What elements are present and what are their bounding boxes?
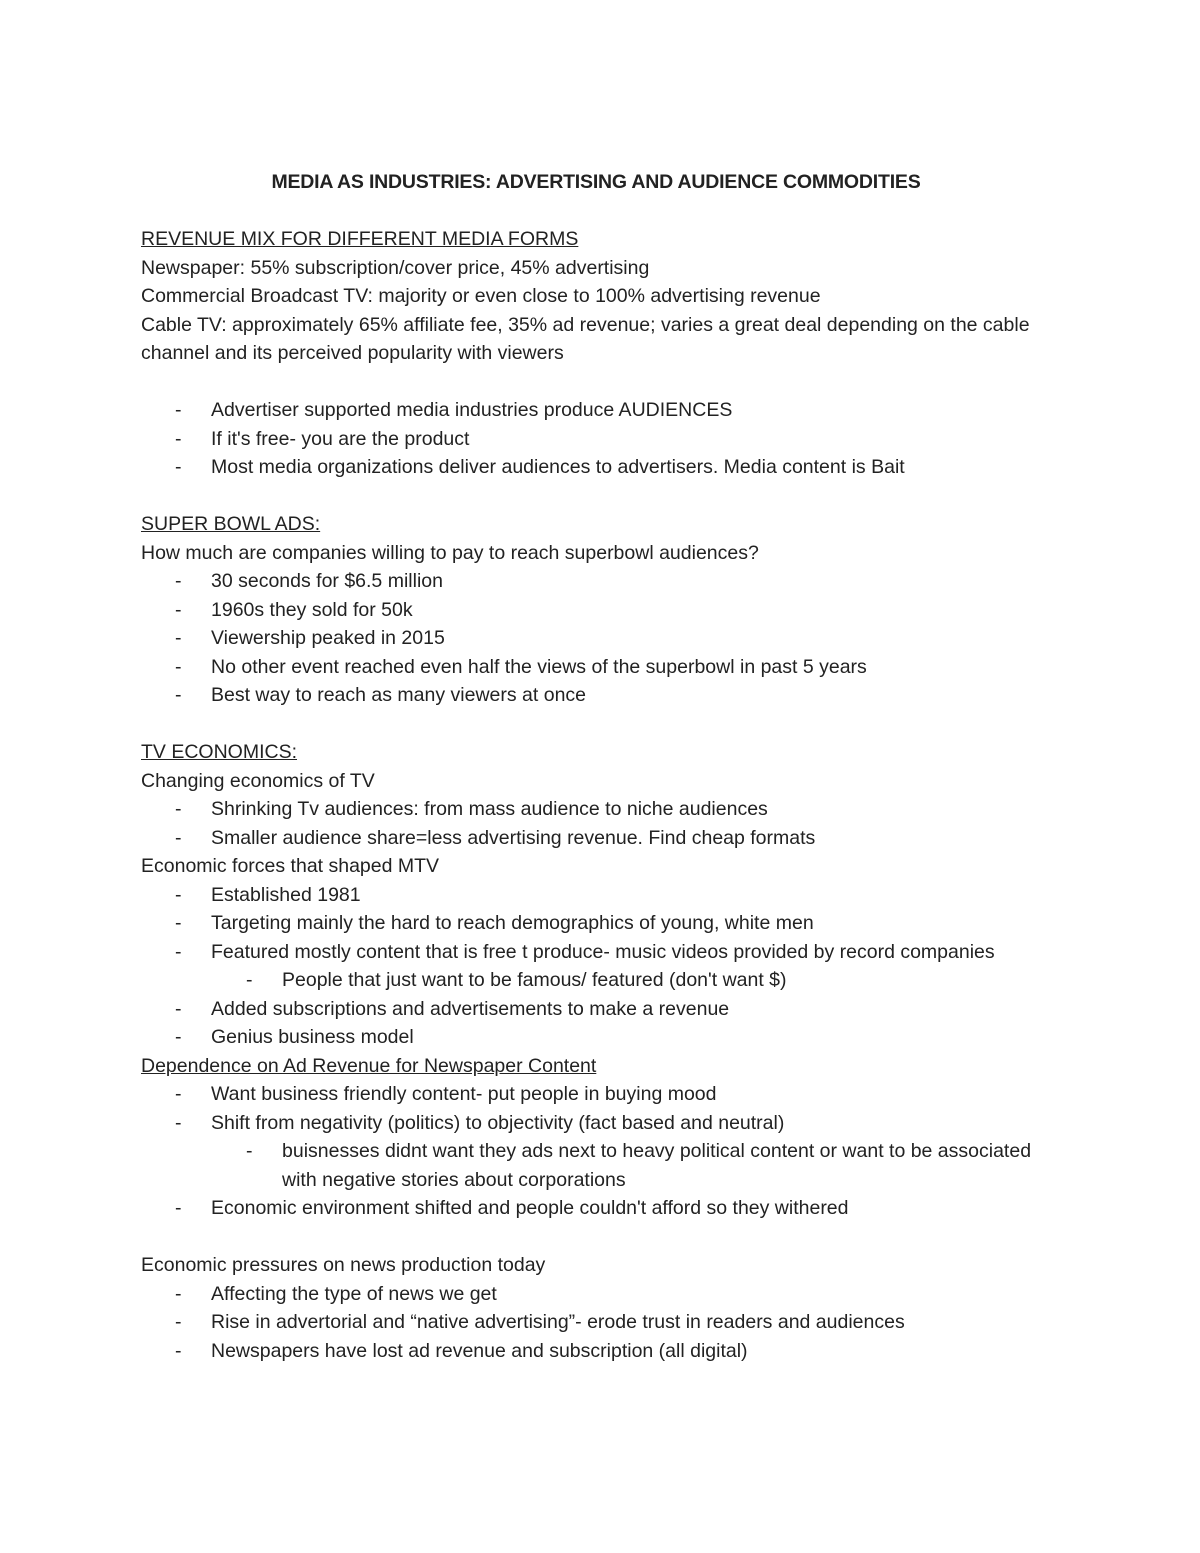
list-item: - Viewership peaked in 2015 [175, 627, 445, 649]
sub-bullet-list [211, 1137, 1051, 1194]
bullet-list [141, 795, 1051, 852]
text-line: Cable TV: approximately 65% affiliate fee, 35% ad revenue; varies a great deal depending on the cable channel and its perceived popularity with viewers [141, 313, 1030, 364]
text-line: Newspaper: 55% subscription/cover price, 45% advertising [141, 256, 650, 279]
spacer [141, 482, 1051, 511]
bullet-list [141, 1280, 1051, 1366]
bullet-list [141, 881, 1051, 1052]
text-line: Economic forces that shaped MTV [141, 855, 440, 877]
spacer [141, 368, 1051, 397]
list-item: - Established 1981 [175, 883, 361, 906]
list-item: - Economic environment shifted and people couldn't afford so they withered [175, 1197, 849, 1219]
list-item: - Most media organizations deliver audiences to advertisers. Media content is Bait [175, 456, 905, 478]
spacer [141, 710, 1051, 739]
list-item: - People that just want to be famous/ featured (don't want $) [246, 969, 787, 991]
section-heading-dependence: Dependence on Ad Revenue for Newspaper Content [141, 1054, 597, 1077]
list-item: - Want business friendly content- put people in buying mood [175, 1083, 717, 1105]
document-page [141, 168, 1051, 1365]
text-line: Commercial Broadcast TV: majority or even close to 100% advertising revenue [141, 285, 821, 307]
section-heading-superbowl: SUPER BOWL ADS: [141, 513, 321, 535]
list-item: - buisnesses didnt want they ads next to heavy political content or want to be associated with negative stories about corporations [246, 1140, 1032, 1191]
list-item: - Genius business model [175, 1026, 414, 1048]
list-item: - Rise in advertorial and “native advertising”- erode trust in readers and audiences [175, 1311, 905, 1333]
section-heading-tv: TV ECONOMICS: [141, 741, 298, 763]
list-item: - 30 seconds for $6.5 million [175, 570, 443, 592]
spacer [141, 1223, 1051, 1252]
bullet-list [141, 1080, 1051, 1223]
list-item: - Affecting the type of news we get [175, 1282, 497, 1305]
list-item: - Shrinking Tv audiences: from mass audience to niche audiences [175, 798, 768, 820]
list-item: - If it's free- you are the product [175, 427, 470, 450]
list-item: - Smaller audience share=less advertising revenue. Find cheap formats [175, 826, 816, 849]
document-title: MEDIA AS INDUSTRIES: ADVERTISING AND AUDIENCE COMMODITIES [271, 171, 921, 193]
list-item: - Added subscriptions and advertisements to make a revenue [175, 997, 730, 1020]
text-line: How much are companies willing to pay to reach superbowl audiences? [141, 541, 759, 564]
bullet-list [141, 567, 1051, 710]
spacer [141, 197, 1051, 226]
list-item: - Best way to reach as many viewers at once [175, 684, 587, 706]
list-item: - 1960s they sold for 50k [175, 598, 413, 621]
list-item: - Targeting mainly the hard to reach demographics of young, white men [175, 912, 814, 934]
section-heading-pressures: Economic pressures on news production today [141, 1254, 546, 1276]
list-item: - Advertiser supported media industries produce AUDIENCES [175, 399, 733, 421]
list-item: - Featured mostly content that is free t produce- music videos provided by record companies - People that just want to be famous/ featured (don't want $) [211, 938, 1051, 995]
section-heading-revenue: REVENUE MIX FOR DIFFERENT MEDIA FORMS [141, 228, 579, 250]
text-line: Changing economics of TV [141, 769, 375, 792]
list-item: - Newspapers have lost ad revenue and subscription (all digital) [175, 1339, 748, 1362]
bullet-list [141, 396, 1051, 482]
list-item: - No other event reached even half the views of the superbowl in past 5 years [175, 655, 867, 678]
sub-bullet-list [211, 966, 1051, 995]
list-item: - Shift from negativity (politics) to objectivity (fact based and neutral) - buisnesses didnt want they ads next to heavy political content or want to be associated with negative stories about corporations [211, 1109, 1051, 1195]
